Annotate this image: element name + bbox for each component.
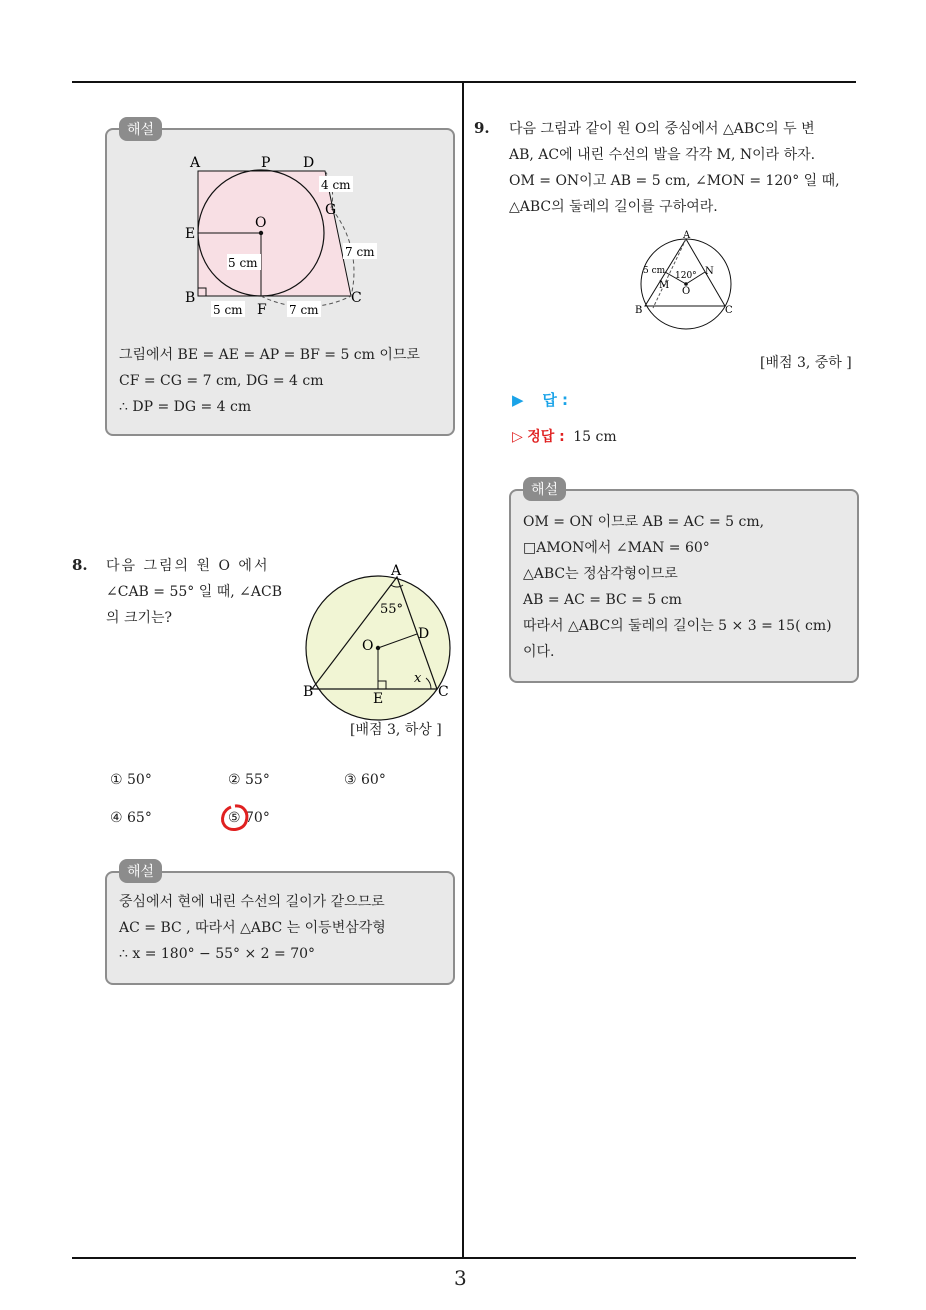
point-d: D — [418, 626, 430, 642]
point-m: M — [659, 280, 670, 291]
selected-answer-mark — [219, 802, 251, 834]
column-divider — [462, 83, 464, 1257]
angle-label: 120° — [675, 271, 697, 281]
label-bf: 5 cm — [213, 303, 243, 317]
point-e: E — [373, 691, 384, 707]
inscribed-triangle-figure — [633, 228, 743, 332]
question-9-text — [509, 116, 840, 220]
sol8-line-3: ∴ x = 180° − 55° × 2 = 70° — [119, 946, 316, 962]
point-n: N — [705, 266, 714, 277]
point-o: O — [682, 286, 691, 297]
point-e: E — [185, 226, 196, 242]
circle-triangle-figure — [300, 560, 460, 736]
q8-score: [배점 3, 하상 ] — [350, 722, 442, 738]
explanation-box-9 — [509, 489, 859, 683]
question-9-number: 9. — [474, 119, 490, 137]
sol9-line-3: △ABC는 정삼각형이므로 — [523, 566, 678, 582]
point-c: C — [725, 305, 733, 316]
explanation-box-8 — [105, 871, 455, 985]
explanation-tag-8: 해설 — [119, 859, 162, 883]
label-gc: 7 cm — [345, 245, 375, 259]
choice-5[interactable]: ⑤ 70° — [228, 810, 270, 826]
explanation-box-7 — [105, 128, 455, 436]
point-c: C — [438, 684, 449, 700]
outline-play-icon: ▷ — [512, 429, 523, 445]
point-o: O — [362, 638, 374, 654]
sol9-line-1: OM = ON 이므로 AB = AC = 5 cm, — [523, 514, 765, 530]
bottom-rule — [72, 1257, 856, 1259]
point-o: O — [255, 215, 267, 231]
point-f: F — [257, 302, 267, 318]
correct-value: 15 cm — [573, 429, 617, 445]
correct-label: 정답 : — [527, 429, 565, 445]
q9-text-line-4: △ABC의 둘레의 길이를 구하여라. — [509, 199, 718, 215]
label-of: 5 cm — [228, 256, 258, 270]
q8-text-line-1: 다음 그림의 원 O 에서 — [106, 558, 270, 574]
point-a: A — [190, 155, 201, 171]
point-a: A — [391, 563, 402, 579]
point-d: D — [303, 155, 315, 171]
label-fc: 7 cm — [289, 303, 319, 317]
answer-label: 답 : — [542, 391, 569, 409]
point-a: A — [683, 230, 691, 241]
play-icon: ▶ — [512, 391, 524, 409]
sol7-line-2: CF = CG = 7 cm, DG = 4 cm — [119, 373, 324, 389]
sol8-line-2: AC = BC , 따라서 △ABC 는 이등변삼각형 — [119, 920, 386, 936]
q9-text-line-2: AB, AC에 내린 수선의 발을 각각 M, N이라 하자. — [509, 147, 816, 163]
sol9-line-5: 따라서 △ABC의 둘레의 길이는 5 × 3 = 15( cm) — [523, 618, 832, 634]
sol8-line-1: 중심에서 현에 내린 수선의 길이가 같으므로 — [119, 894, 385, 910]
sol7-line-1: 그림에서 BE = AE = AP = BF = 5 cm 이므로 — [119, 347, 420, 363]
top-rule — [72, 81, 856, 83]
explanation-tag-7: 해설 — [119, 117, 162, 141]
point-p: P — [261, 155, 271, 171]
point-g: G — [325, 202, 337, 218]
point-b: B — [303, 684, 314, 700]
choice-1[interactable]: ① 50° — [110, 772, 152, 788]
choice-4[interactable]: ④ 65° — [110, 810, 152, 826]
question-8-text — [106, 553, 282, 631]
choice-3[interactable]: ③ 60° — [344, 772, 386, 788]
answer-row — [512, 389, 568, 410]
question-8-number: 8. — [72, 556, 88, 574]
choice-2[interactable]: ② 55° — [228, 772, 270, 788]
label-dg: 4 cm — [321, 178, 351, 192]
q9-text-line-3: OM = ON이고 AB = 5 cm, ∠MON = 120° 일 때, — [509, 173, 840, 189]
side-label: 5 cm — [643, 266, 666, 276]
angle-label: 55° — [380, 602, 404, 617]
correct-answer-row — [512, 426, 617, 446]
q9-text-line-1: 다음 그림과 같이 원 O의 중심에서 △ABC의 두 변 — [509, 121, 815, 137]
sol7-line-3: ∴ DP = DG = 4 cm — [119, 399, 252, 415]
page-number: 3 — [454, 1266, 467, 1290]
point-b: B — [635, 305, 643, 316]
unknown-x: x — [414, 671, 422, 686]
point-b: B — [185, 290, 196, 306]
q8-text-line-3: 의 크기는? — [106, 610, 173, 626]
explanation-tag-9: 해설 — [523, 477, 566, 501]
sol9-line-6: 이다. — [523, 644, 555, 660]
q9-score: [배점 3, 중하 ] — [760, 355, 852, 371]
point-c: C — [351, 290, 362, 306]
sol9-line-2: □AMON에서 ∠MAN = 60° — [523, 540, 710, 556]
sol9-line-4: AB = AC = BC = 5 cm — [523, 592, 682, 608]
q8-text-line-2: ∠CAB = 55° 일 때, ∠ACB — [106, 584, 282, 600]
tangent-circle-figure — [107, 130, 453, 330]
